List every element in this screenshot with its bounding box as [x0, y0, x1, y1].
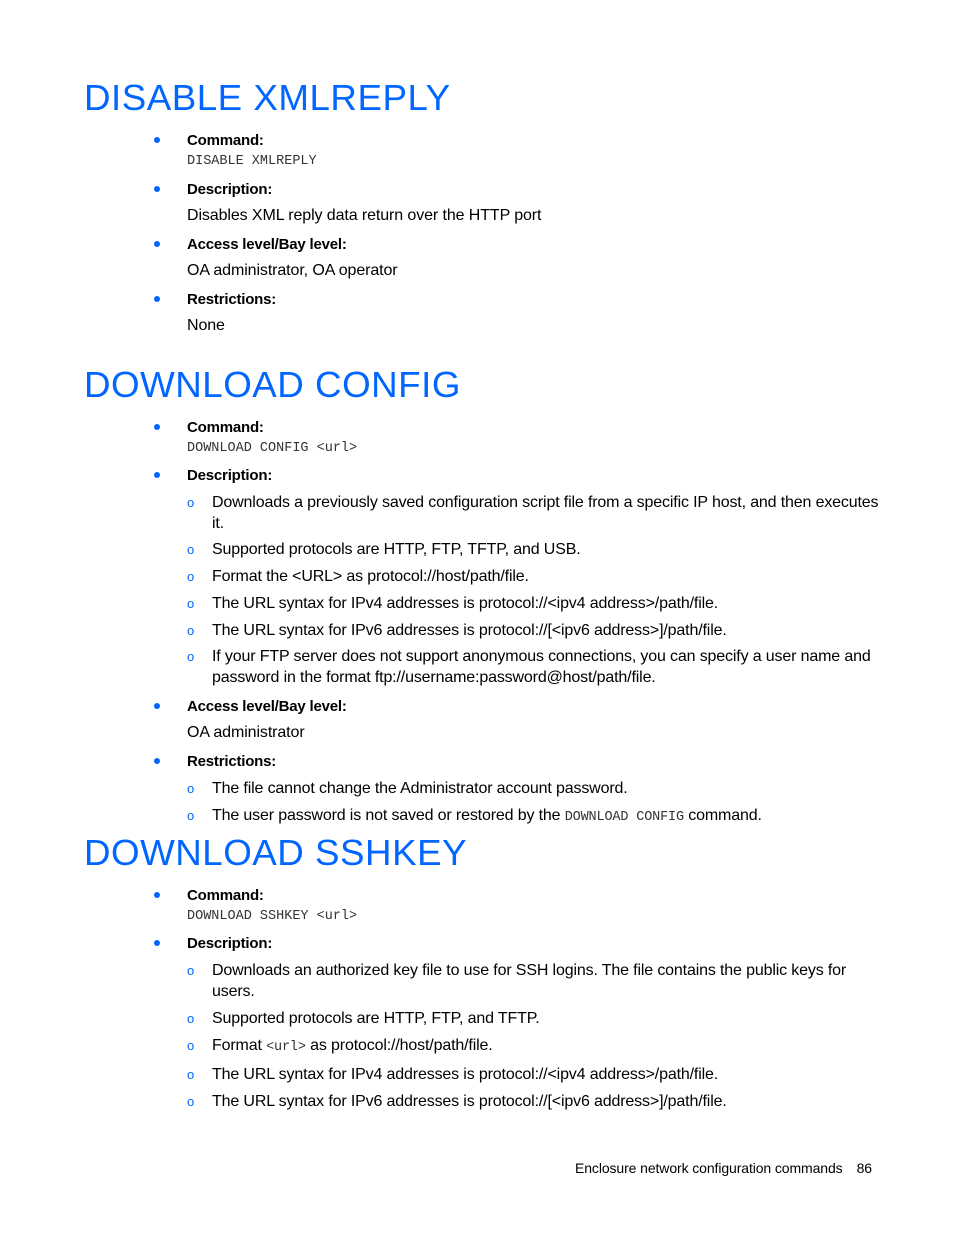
access-item	[187, 697, 884, 743]
section-download-sshkey	[84, 832, 884, 1112]
section-disable-xmlreply	[84, 77, 884, 336]
command-code: DOWNLOAD SSHKEY <url>	[187, 909, 358, 924]
description-label: Description:	[187, 467, 273, 484]
description-subitem: o The URL syntax for IPv6 addresses is protocol://[<ipv6 address>]/path/file.	[187, 622, 727, 639]
sub-bullet-icon: o	[187, 542, 195, 557]
restrictions-item	[187, 290, 884, 336]
access-text: OA administrator	[187, 724, 305, 741]
access-label: Access level/Bay level:	[187, 698, 347, 715]
restriction-subitem: o The file cannot change the Administrator account password.	[187, 780, 628, 797]
section-title: DISABLE XMLREPLY	[84, 77, 451, 118]
sub-bullet-icon: o	[187, 596, 195, 611]
access-label: Access level/Bay level:	[187, 236, 347, 253]
command-label: Command:	[187, 132, 264, 149]
description-subitem: o Downloads a previously saved configuration script file from a specific IP host, and then executes it.	[187, 494, 879, 532]
sub-bullet-icon: o	[187, 569, 195, 584]
description-subitem: o The URL syntax for IPv4 addresses is protocol://<ipv4 address>/path/file.	[187, 1066, 719, 1083]
sub-bullet-icon: o	[187, 808, 195, 823]
page-footer	[575, 1159, 872, 1177]
description-subitem: o Supported protocols are HTTP, FTP, TFTP, and USB.	[187, 541, 581, 558]
section-download-config	[84, 364, 884, 828]
restrictions-label: Restrictions:	[187, 291, 277, 308]
sub-bullet-icon: o	[187, 1094, 195, 1109]
section-title: DOWNLOAD SSHKEY	[84, 832, 468, 873]
restrictions-text: None	[187, 317, 225, 334]
restrictions-label: Restrictions:	[187, 753, 277, 770]
command-item	[187, 131, 884, 169]
command-code: DISABLE XMLREPLY	[187, 154, 317, 169]
bullet-icon	[154, 241, 160, 247]
bullet-icon	[154, 892, 160, 898]
description-subitem: o The URL syntax for IPv6 addresses is protocol://[<ipv6 address>]/path/file.	[187, 1093, 727, 1110]
sub-bullet-icon: o	[187, 963, 195, 978]
description-item	[187, 180, 884, 226]
restriction-subitem: o The user password is not saved or restored by the DOWNLOAD CONFIG command.	[187, 807, 762, 825]
command-item	[187, 418, 884, 456]
sub-bullet-icon: o	[187, 1038, 195, 1053]
bullet-icon	[154, 758, 160, 764]
description-subitem: o Supported protocols are HTTP, FTP, and TFTP.	[187, 1010, 540, 1027]
bullet-icon	[154, 703, 160, 709]
access-text: OA administrator, OA operator	[187, 262, 398, 279]
bullet-icon	[154, 137, 160, 143]
inline-code: <url>	[266, 1040, 306, 1055]
sub-bullet-icon: o	[187, 649, 195, 664]
description-item	[187, 466, 884, 688]
bullet-icon	[154, 424, 160, 430]
description-subitem: o The URL syntax for IPv4 addresses is protocol://<ipv4 address>/path/file.	[187, 595, 719, 612]
sub-bullet-icon: o	[187, 1067, 195, 1082]
description-label: Description:	[187, 935, 273, 952]
sub-bullet-icon: o	[187, 781, 195, 796]
inline-code: DOWNLOAD CONFIG	[564, 810, 684, 825]
command-label: Command:	[187, 887, 264, 904]
command-code: DOWNLOAD CONFIG <url>	[187, 441, 358, 456]
sub-bullet-icon: o	[187, 495, 195, 510]
bullet-icon	[154, 940, 160, 946]
bullet-icon	[154, 472, 160, 478]
description-subitem: o Downloads an authorized key file to use for SSH logins. The file contains the public keys for users.	[187, 962, 847, 1000]
access-item	[187, 235, 884, 281]
bullet-icon	[154, 186, 160, 192]
footer-text: Enclosure network configuration commands	[575, 1160, 843, 1176]
sub-bullet-icon: o	[187, 623, 195, 638]
command-item	[187, 886, 884, 924]
command-label: Command:	[187, 419, 264, 436]
section-title: DOWNLOAD CONFIG	[84, 364, 461, 405]
description-item	[187, 934, 884, 1112]
bullet-icon	[154, 296, 160, 302]
page-number: 86	[856, 1160, 872, 1176]
description-text: Disables XML reply data return over the HTTP port	[187, 207, 542, 224]
description-subitem: o Format the <URL> as protocol://host/path/file.	[187, 568, 529, 585]
description-subitem: o If your FTP server does not support anonymous connections, you can specify a user name and password in the format ftp://username:password@host/path/file.	[187, 648, 871, 686]
description-label: Description:	[187, 181, 273, 198]
restrictions-item	[187, 752, 884, 828]
description-subitem: o Format <url> as protocol://host/path/file.	[187, 1037, 493, 1055]
sub-bullet-icon: o	[187, 1011, 195, 1026]
